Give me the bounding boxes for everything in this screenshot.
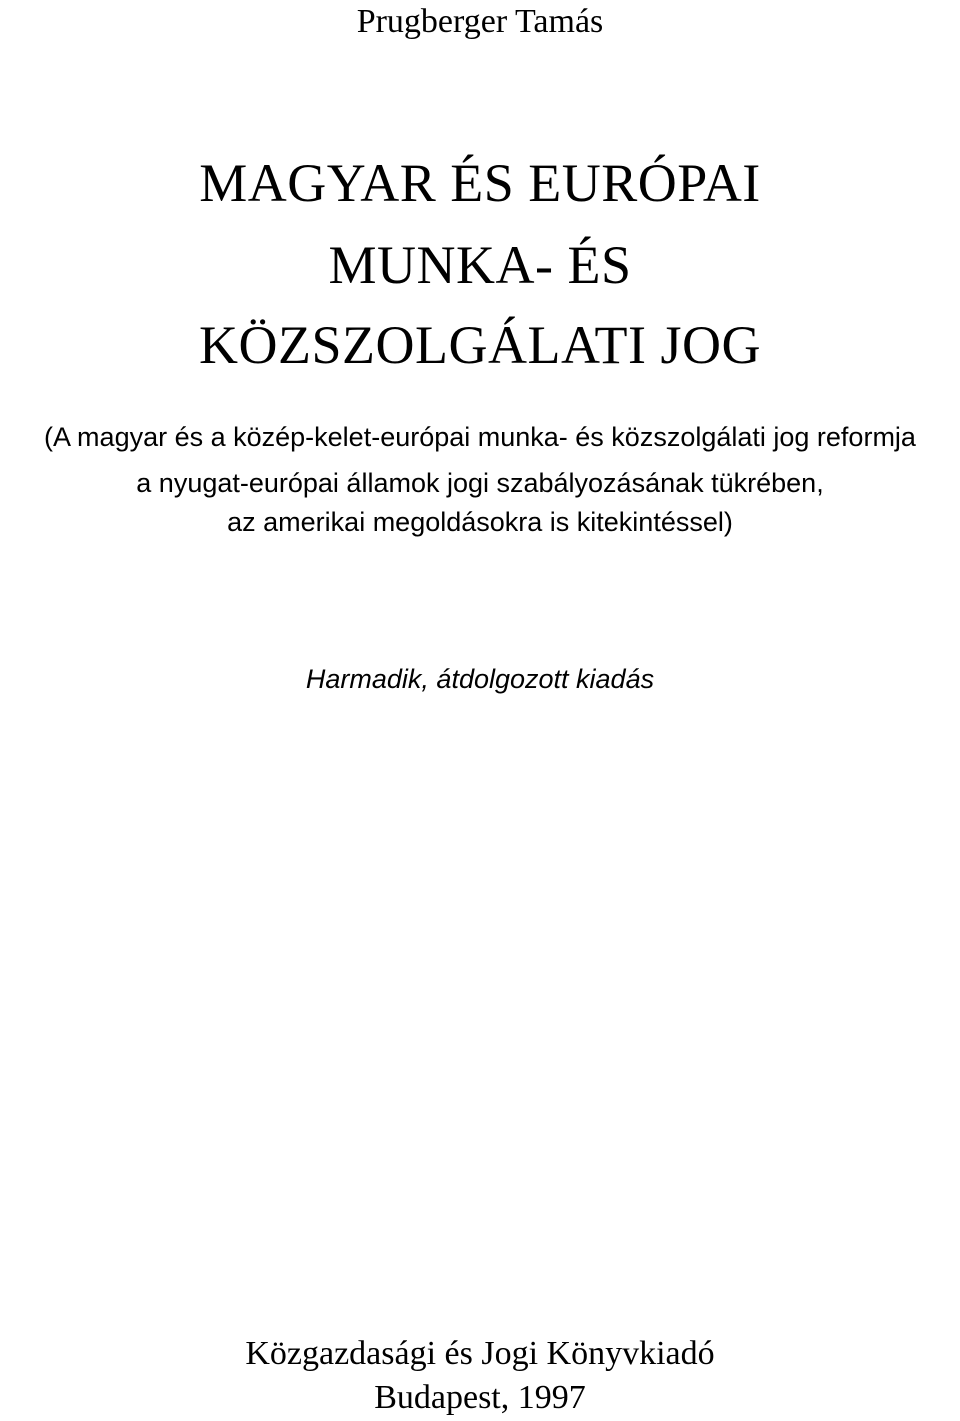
author-name: Prugberger Tamás (356, 3, 604, 40)
edition-note: Harmadik, átdolgozott kiadás (305, 664, 655, 694)
book-title-line-3: KÖZSZOLGÁLATI JOG (199, 315, 761, 375)
book-title-line-1: MAGYAR ÉS EURÓPAI (199, 153, 761, 213)
book-title-line-2: MUNKA- ÉS (328, 235, 632, 295)
subtitle-line-3: az amerikai megoldásokra is kitekintéssel) (227, 507, 733, 537)
publication-place-year: Budapest, 1997 (374, 1379, 586, 1416)
publisher-name: Közgazdasági és Jogi Könyvkiadó (245, 1335, 715, 1372)
subtitle-line-2: a nyugat-európai államok jogi szabályozásának tükrében, (136, 468, 824, 498)
subtitle-line-1: (A magyar és a közép-kelet-európai munka- és közszolgálati jog reformja (44, 422, 916, 452)
